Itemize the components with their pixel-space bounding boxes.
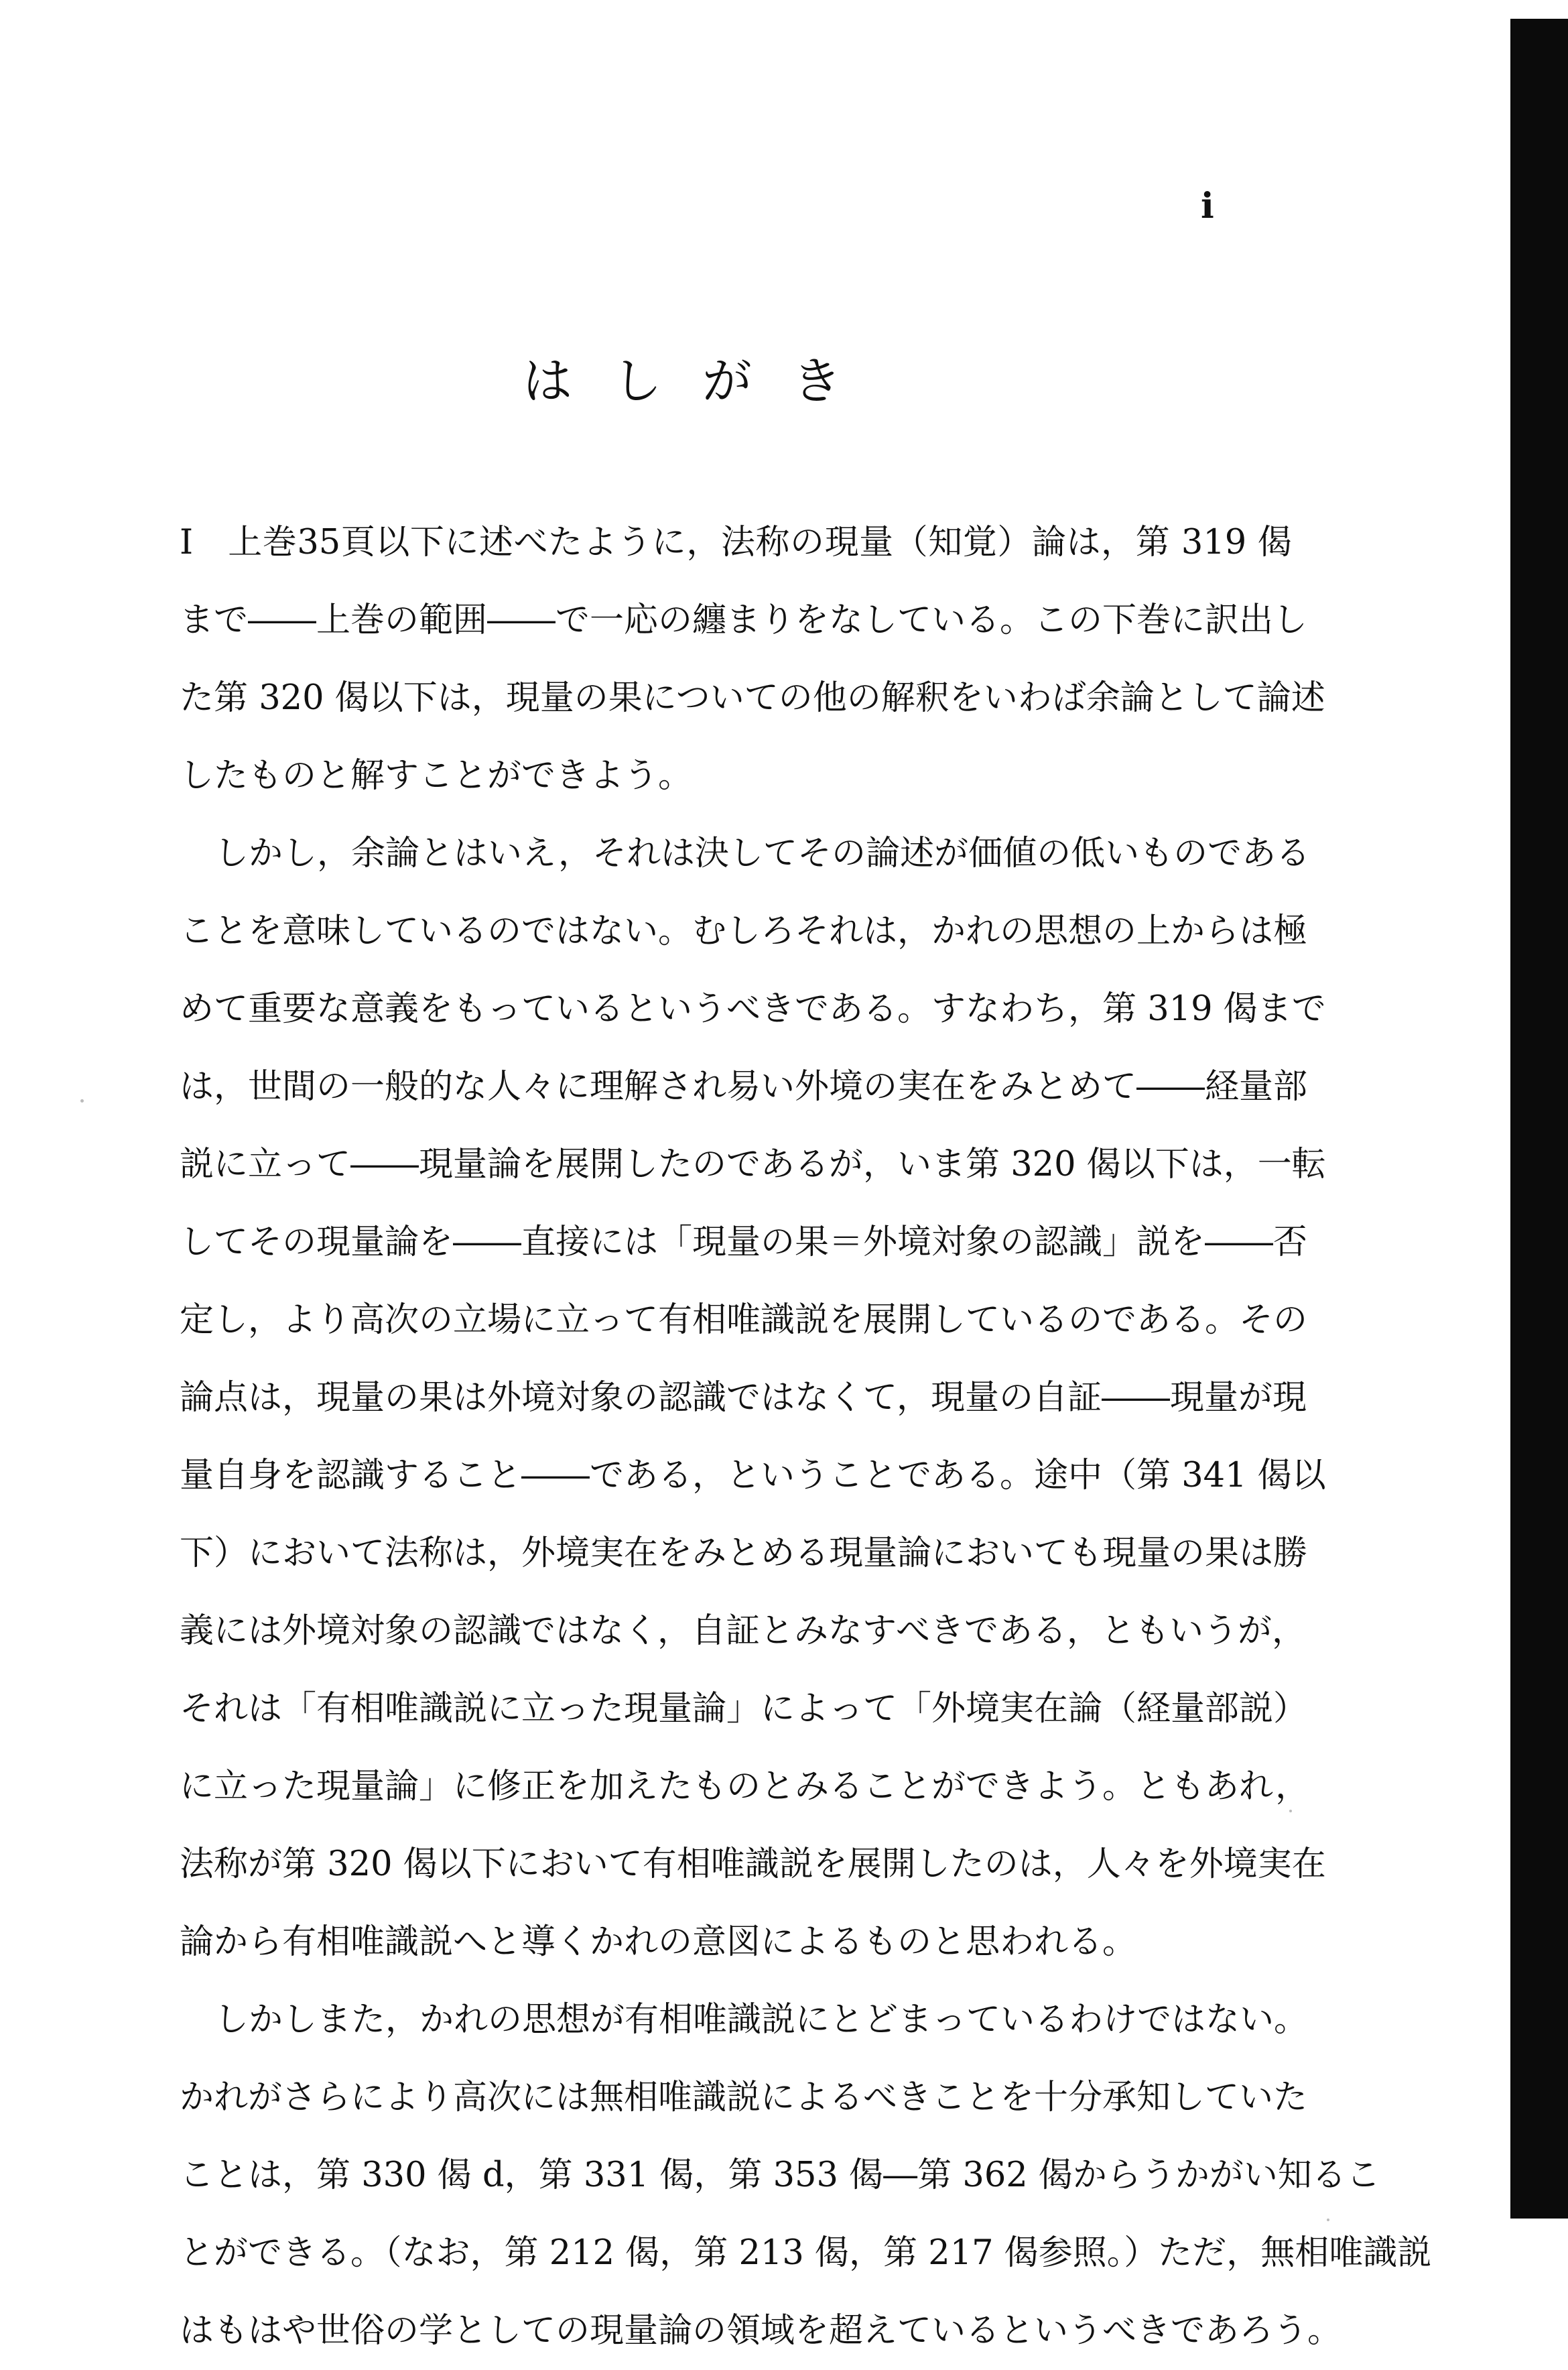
text-line: 説に立って――現量論を展開したのであるが，いま第 320 偈以下は，一転 (180, 1145, 1326, 1184)
text-line: I 上巻35頁以下に述べたように，法称の現量（知覚）論は，第 319 偈 (180, 523, 1292, 562)
text-line: 論から有相唯識説へと導くかれの意図によるものと思われる。 (180, 1922, 1137, 1962)
text-line: 量自身を認識すること――である，ということである。途中（第 341 偈以 (180, 1456, 1326, 1495)
text-line: したものと解すことができよう。 (180, 756, 693, 796)
body-text (180, 504, 1432, 2370)
text-line: はもはや世俗の学としての現量論の領域を超えているというべきであろう。 (180, 2311, 1342, 2351)
scan-speck (1327, 2219, 1329, 2221)
text-line: それは「有相唯識説に立った現量論」によって「外境実在論（経量部説） (180, 1689, 1308, 1729)
text-line: 法称が第 320 偈以下において有相唯識説を展開したのは，人々を外境実在 (180, 1845, 1326, 1884)
text-line: ことは，第 330 偈 d，第 331 偈，第 353 偈―第 362 偈からうかがい知るこ (180, 2156, 1380, 2195)
text-line: 論点は，現量の果は外境対象の認識ではなくて，現量の自証――現量が現 (180, 1378, 1307, 1418)
text-line: まで――上巻の範囲――で一応の纏まりをなしている。この下巻に訳出し (180, 601, 1308, 640)
page-title: はしがき (523, 353, 882, 410)
text-line: ことを意味しているのではない。むしろそれは，かれの思想の上からは極 (180, 912, 1308, 951)
text-line: に立った現量論」に修正を加えたものとみることができよう。ともあれ， (180, 1767, 1310, 1806)
text-line: かれがさらにより高次には無相唯識説によるべきことを十分承知していた (180, 2078, 1308, 2117)
text-line: してその現量論を――直接には「現量の果＝外境対象の認識」説を――否 (180, 1223, 1308, 1262)
scan-speck (80, 1099, 84, 1103)
text-line: めて重要な意義をもっているというべきである。すなわち，第 319 偈まで (180, 989, 1326, 1029)
text-line: しかしまた，かれの思想が有相唯識説にとどまっているわけではない。 (214, 2000, 1309, 2040)
text-line: 義には外境対象の認識ではなく，自証とみなすべきである，ともいうが， (180, 1611, 1306, 1651)
text-line: は，世間の一般的な人々に理解され易い外境の実在をみとめて――経量部 (180, 1067, 1308, 1107)
text-line: た第 320 偈以下は，現量の果についての他の解釈をいわば余論として論述 (180, 678, 1325, 718)
text-line: 定し，より高次の立場に立って有相唯識説を展開しているのである。その (180, 1300, 1308, 1340)
scan-speck (1289, 1810, 1292, 1812)
text-line: しかし，余論とはいえ，それは決してその論述が価値の低いものである (214, 834, 1311, 873)
page-number: i (1201, 186, 1214, 227)
text-line: とができる。（なお，第 212 偈，第 213 偈，第 217 偈参照。）ただ，無相唯識説 (180, 2233, 1432, 2273)
text-line: 下）において法称は，外境実在をみとめる現量論においても現量の果は勝 (180, 1534, 1308, 1573)
scan-edge-bar (1510, 19, 1568, 2219)
